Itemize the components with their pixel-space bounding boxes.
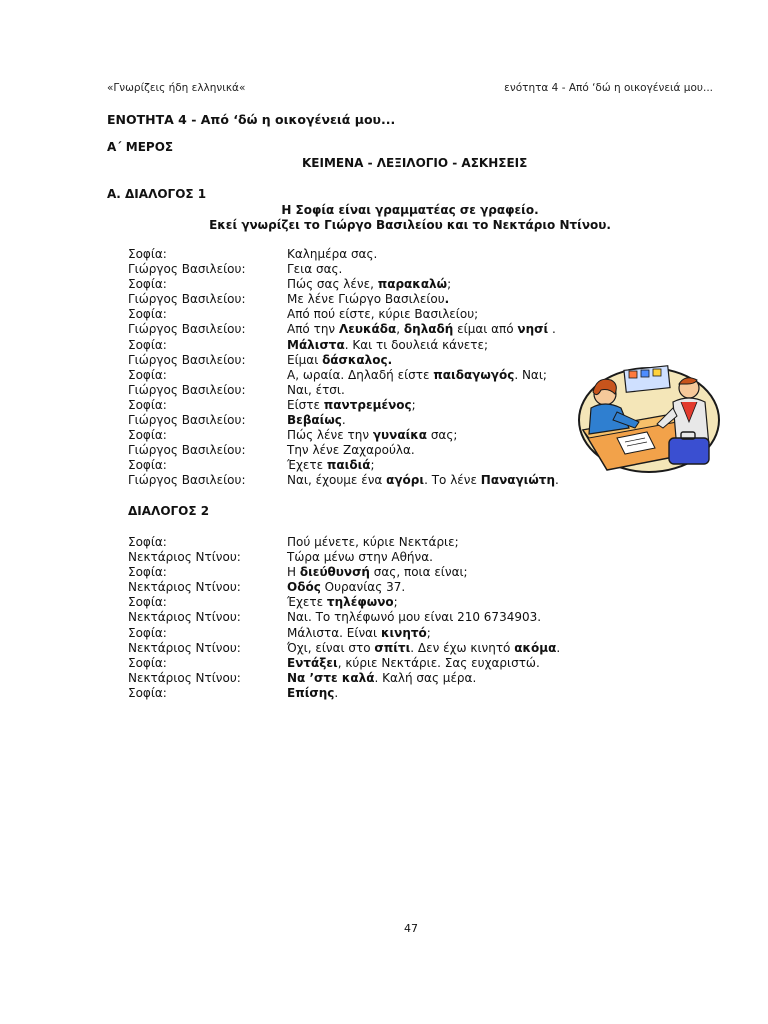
speaker-name: Σοφία: — [128, 307, 167, 322]
vocabulary-word: διεύθυνσή — [299, 565, 370, 580]
dialog-row — [128, 307, 598, 322]
speaker-name: Νεκτάριος Ντίνου: — [128, 580, 241, 595]
dialog-line: Καλημέρα σας. — [287, 247, 378, 261]
vocabulary-word: Οδός — [287, 580, 321, 595]
vocabulary-word: παντρεμένος — [323, 397, 412, 412]
dialog-row — [128, 595, 598, 610]
dialog-row — [128, 353, 598, 368]
dialog-row — [128, 671, 598, 686]
speaker-name: Σοφία: — [128, 625, 167, 640]
vocabulary-word: νησί — [517, 322, 549, 337]
dialog-row — [128, 428, 598, 443]
speaker-name: Γιώργος Βασιλείου: — [128, 382, 246, 397]
dialog-line: Από την Λευκάδα, δηλαδή είμαι από νησί . — [287, 322, 556, 337]
dialog-row — [128, 610, 598, 625]
dialog-line: Πώς σας λένε, παρακαλώ; — [287, 277, 452, 292]
page-number: 47 — [404, 922, 418, 935]
speaker-name: Γιώργος Βασιλείου: — [128, 262, 246, 277]
vocabulary-word: δάσκαλος. — [322, 352, 393, 367]
speaker-name: Σοφία: — [128, 655, 167, 670]
vocabulary-word: παιδιά — [326, 458, 371, 473]
dialog-line: Τώρα μένω στην Αθήνα. — [287, 550, 433, 565]
dialog1-intro-line: Εκεί γνωρίζει το Γιώργο Βασιλείου και το Νεκτάριο Ντίνου. — [209, 218, 611, 232]
dialog-line: Με λένε Γιώργο Βασιλείου. — [287, 292, 450, 307]
dialog-line: Την λένε Ζαχαρούλα. — [287, 443, 415, 458]
speaker-name: Γιώργος Βασιλείου: — [128, 473, 246, 488]
vocabulary-word: αγόρι — [386, 473, 425, 488]
office-reception-clipart-icon — [577, 362, 722, 474]
dialog-row — [128, 383, 598, 398]
dialog-row — [128, 626, 598, 641]
speaker-name: Νεκτάριος Ντίνου: — [128, 640, 241, 655]
vocabulary-word: Λευκάδα — [338, 322, 397, 337]
vocabulary-word: παιδαγωγός — [433, 367, 515, 382]
dialog-line: Μάλιστα. Και τι δουλειά κάνετε; — [287, 337, 489, 352]
dialog-line: Είστε παντρεμένος; — [287, 397, 416, 412]
dialog1-lines — [128, 247, 598, 489]
dialog-row — [128, 277, 598, 292]
dialog-line: Ναι, έχουμε ένα αγόρι. Το λένε Παναγιώτη. — [287, 473, 559, 488]
speaker-name: Σοφία: — [128, 337, 167, 352]
vocabulary-word: Εντάξει — [287, 655, 338, 670]
vocabulary-word: γυναίκα — [372, 428, 428, 443]
speaker-name: Σοφία: — [128, 397, 167, 412]
vocabulary-word: σπίτι — [374, 640, 411, 655]
dialog-row — [128, 656, 598, 671]
dialog-row — [128, 247, 598, 262]
dialog2-lines — [128, 535, 598, 701]
dialog-line: Επίσης. — [287, 685, 339, 700]
speaker-name: Νεκτάριος Ντίνου: — [128, 610, 241, 625]
dialog-line: Είμαι δάσκαλος. — [287, 352, 393, 367]
dialog-row — [128, 641, 598, 656]
dialog-row — [128, 458, 598, 473]
speaker-name: Γιώργος Βασιλείου: — [128, 322, 246, 337]
speaker-name: Γιώργος Βασιλείου: — [128, 292, 246, 307]
dialog-row — [128, 473, 598, 488]
vocabulary-word: Να ’στε καλά — [287, 670, 375, 685]
dialog-line: Α, ωραία. Δηλαδή είστε παιδαγωγός. Ναι; — [287, 367, 547, 382]
dialog-line: Έχετε παιδιά; — [287, 458, 375, 473]
dialog-row — [128, 292, 598, 307]
part-title: Α΄ ΜΕΡΟΣ — [107, 140, 174, 154]
running-header-left: «Γνωρίζεις ήδη ελληνικά« — [107, 82, 246, 94]
dialog-line: Να ’στε καλά. Καλή σας μέρα. — [287, 670, 477, 685]
dialog-row — [128, 262, 598, 277]
dialog-row — [128, 580, 598, 595]
speaker-name: Γιώργος Βασιλείου: — [128, 443, 246, 458]
vocabulary-word: Μάλιστα — [287, 337, 345, 352]
speaker-name: Σοφία: — [128, 535, 167, 549]
dialog-row — [128, 550, 598, 565]
dialog-row — [128, 686, 598, 701]
dialog-line: Γεια σας. — [287, 262, 343, 277]
dialog-row — [128, 322, 598, 337]
speaker-name: Σοφία: — [128, 685, 167, 700]
dialog-row — [128, 398, 598, 413]
vocabulary-word: ακόμα — [514, 640, 557, 655]
speaker-name: Γιώργος Βασιλείου: — [128, 413, 246, 428]
dialog-row — [128, 565, 598, 580]
dialog-row — [128, 368, 598, 383]
speaker-name: Σοφία: — [128, 565, 167, 580]
speaker-name: Σοφία: — [128, 247, 167, 261]
running-header-right: ενότητα 4 - Από ‘δώ η οικογένειά μου... — [504, 82, 713, 94]
speaker-name: Σοφία: — [128, 367, 167, 382]
dialog-line: Ναι. Το τηλέφωνό μου είναι 210 6734903. — [287, 610, 542, 625]
dialog-line: Η διεύθυνσή σας, ποια είναι; — [287, 565, 468, 580]
dialog2-title: ΔΙΑΛΟΓΟΣ 2 — [128, 504, 210, 518]
dialog-line: Εντάξει, κύριε Νεκτάριε. Σας ευχαριστώ. — [287, 655, 540, 670]
dialog-row — [128, 413, 598, 428]
dialog-line: Ναι, έτσι. — [287, 382, 345, 397]
dialog-line: Όχι, είναι στο σπίτι. Δεν έχω κινητό ακόμα. — [287, 640, 561, 655]
speaker-name: Σοφία: — [128, 458, 167, 473]
speaker-name: Γιώργος Βασιλείου: — [128, 352, 246, 367]
vocabulary-word: Επίσης — [287, 685, 335, 700]
dialog-line: Πού μένετε, κύριε Νεκτάριε; — [287, 535, 459, 549]
section-title: ΚΕΙΜΕΝΑ - ΛΕΞΙΛΟΓΙΟ - ΑΣΚΗΣΕΙΣ — [302, 156, 528, 170]
vocabulary-word: . — [444, 292, 450, 307]
vocabulary-word: κινητό — [380, 625, 427, 640]
dialog-line: Βεβαίως. — [287, 413, 346, 428]
dialog-line: Οδός Ουρανίας 37. — [287, 580, 406, 595]
speaker-name: Σοφία: — [128, 277, 167, 292]
vocabulary-word: Παναγιώτη — [480, 473, 555, 488]
dialog-line: Έχετε τηλέφωνο; — [287, 595, 398, 610]
vocabulary-word: δηλαδή — [403, 322, 454, 337]
dialog-line: Μάλιστα. Είναι κινητό; — [287, 625, 431, 640]
speaker-name: Σοφία: — [128, 428, 167, 443]
dialog-row — [128, 535, 598, 550]
speaker-name: Νεκτάριος Ντίνου: — [128, 670, 241, 685]
vocabulary-word: παρακαλώ — [377, 277, 448, 292]
dialog1-title: Α. ΔΙΑΛΟΓΟΣ 1 — [107, 187, 207, 201]
unit-title: ΕΝΟΤΗΤΑ 4 - Από ‘δώ η οικογένειά μου... — [107, 112, 396, 127]
vocabulary-word: Βεβαίως — [287, 413, 342, 428]
vocabulary-word: τηλέφωνο — [326, 595, 394, 610]
dialog-row — [128, 338, 598, 353]
dialog-row — [128, 443, 598, 458]
dialog-line: Πώς λένε την γυναίκα σας; — [287, 428, 458, 443]
dialog-line: Από πού είστε, κύριε Βασιλείου; — [287, 307, 479, 322]
speaker-name: Νεκτάριος Ντίνου: — [128, 550, 241, 565]
speaker-name: Σοφία: — [128, 595, 167, 610]
dialog1-intro-line: Η Σοφία είναι γραμματέας σε γραφείο. — [281, 203, 539, 217]
